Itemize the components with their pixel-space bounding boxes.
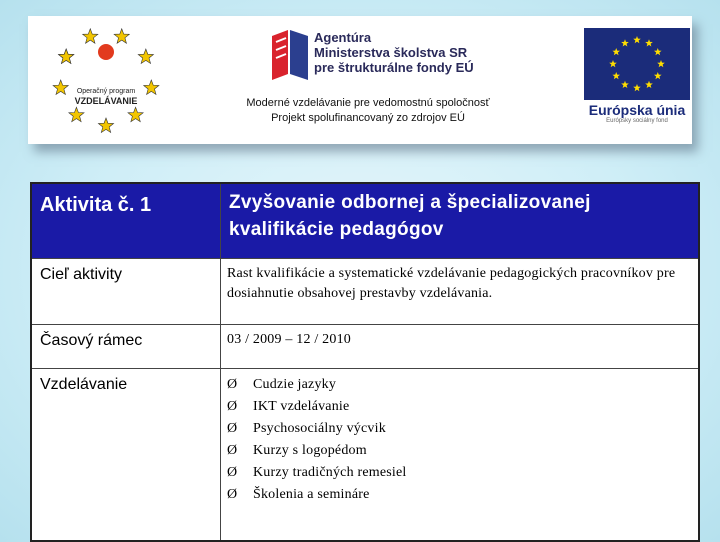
agency-line-1: Agentúra [314,30,372,45]
table-header-row [31,183,699,259]
banner-caption [208,96,528,126]
star-icon [69,107,84,121]
row-label-goal: Cieľ aktivity [31,259,221,325]
list-item-text: Cudzie jazyky [253,377,337,392]
star-icon [83,29,98,43]
arrow-bullet-icon: Ø [227,443,238,458]
table-row [31,325,699,369]
program-logo-big-text: VZDELÁVANIE [74,96,138,106]
star-ring-icon [50,24,162,136]
list-item-text: Kurzy tradičných remesiel [253,465,407,480]
list-item [227,418,690,440]
list-item [227,462,690,484]
arrow-bullet-icon: Ø [227,377,238,392]
activity-table [30,182,700,542]
agency-name [314,30,474,75]
education-list [227,374,690,506]
eu-logo-text [584,102,690,124]
agency-book-icon [268,26,312,84]
arrow-bullet-icon: Ø [227,487,238,502]
header-banner [28,16,692,144]
agency-line-3: pre štrukturálne fondy EÚ [314,60,474,75]
list-item [227,396,690,418]
list-item-text: IKT vzdelávanie [253,399,350,414]
caption-line-1: Moderné vzdelávanie pre vedomostnú spoločnosť [246,97,490,109]
agency-logo [268,26,508,86]
row-value-education [221,369,700,542]
eu-subtitle: Európsky sociálny fond [606,118,668,124]
list-item [227,440,690,462]
star-icon [59,49,74,63]
list-item-text: Školenia a semináre [253,487,370,502]
star-icon [138,49,153,63]
star-icon [114,29,129,43]
list-item [227,374,690,396]
program-logo-text [50,88,162,107]
agency-line-2: Ministerstva školstva SR [314,45,468,60]
row-label-timeframe: Časový rámec [31,325,221,369]
list-item [227,484,690,506]
table-row [31,259,699,325]
star-icon [98,118,113,132]
list-item-text: Kurzy s logopédom [253,443,367,458]
eu-title: Európska únia [588,102,686,118]
star-icon [128,107,143,121]
row-value-goal: Rast kvalifikácie a systematické vzdelávanie pedagogických pracovníkov pre dosiahnutie obsahovej prestavby vzdelávania. [221,259,700,325]
activity-title: Zvyšovanie odbornej a špecializovanej kvalifikácie pedagógov [221,183,700,259]
arrow-bullet-icon: Ø [227,421,238,436]
program-logo-small-text: Operačný program [76,88,136,95]
activity-number: Aktivita č. 1 [31,183,221,259]
sun-icon [98,44,114,60]
table-row [31,369,699,542]
list-item-text: Psychosociálny výcvik [253,421,386,436]
eu-flag-icon [584,28,690,100]
row-label-education: Vzdelávanie [31,369,221,542]
arrow-bullet-icon: Ø [227,465,238,480]
row-value-timeframe: 03 / 2009 – 12 / 2010 [221,325,700,369]
arrow-bullet-icon: Ø [227,399,238,414]
caption-line-2: Projekt spolufinancovaný zo zdrojov EÚ [271,112,465,124]
program-logo [50,24,162,136]
